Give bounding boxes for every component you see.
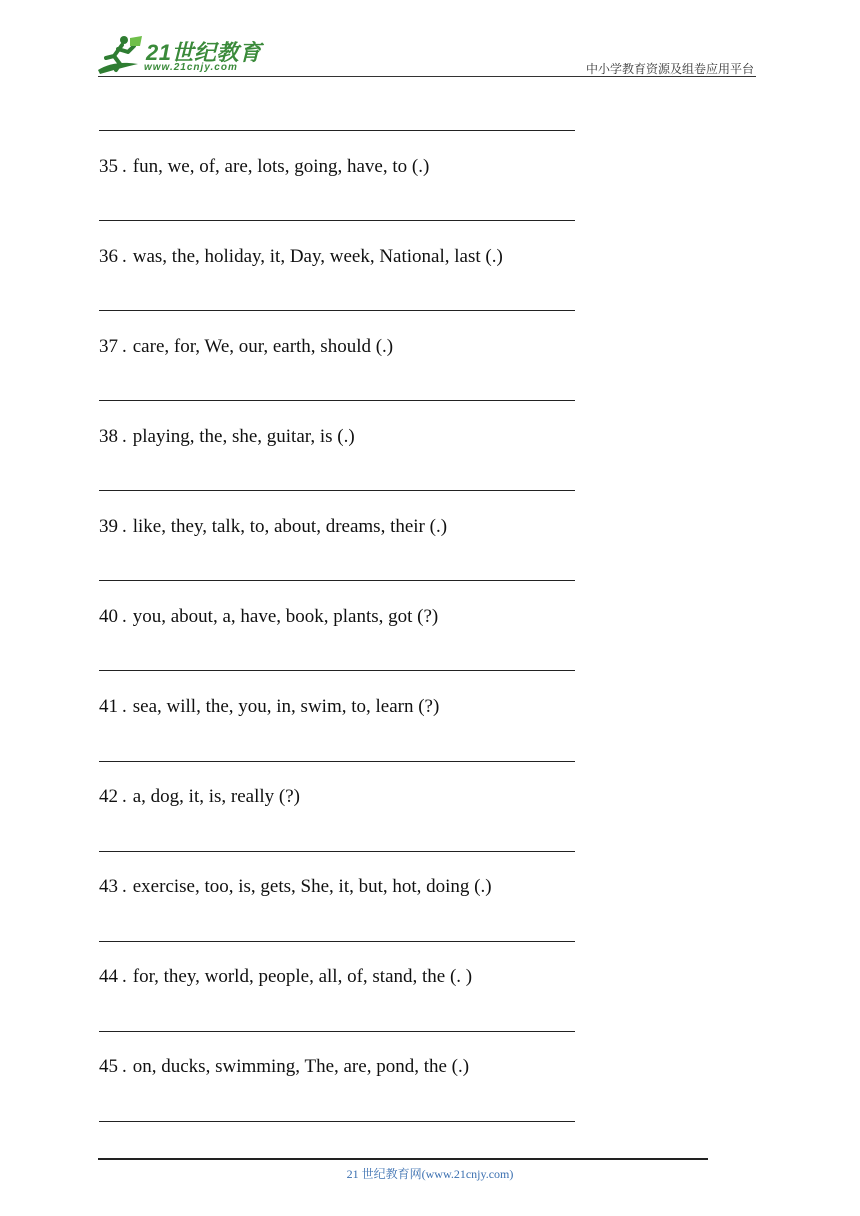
question-item <box>99 426 355 448</box>
answer-line[interactable] <box>99 1121 575 1122</box>
answer-line[interactable] <box>99 1031 575 1032</box>
header-divider <box>98 76 756 77</box>
answer-line[interactable] <box>99 130 575 131</box>
question-separator: . <box>122 336 127 357</box>
question-item <box>99 786 300 808</box>
question-item <box>99 696 439 718</box>
question-separator: . <box>122 876 127 897</box>
answer-line[interactable] <box>99 310 575 311</box>
question-item <box>99 156 429 178</box>
question-item <box>99 606 438 628</box>
logo-url: www.21cnjy.com <box>144 62 238 73</box>
question-separator: . <box>122 1056 127 1077</box>
answer-line[interactable] <box>99 220 575 221</box>
question-words: was, the, holiday, it, Day, week, National, last (.) <box>132 246 503 267</box>
question-words: fun, we, of, are, lots, going, have, to (.) <box>132 156 430 177</box>
question-item <box>99 876 492 898</box>
question-item <box>99 516 447 538</box>
answer-line[interactable] <box>99 761 575 762</box>
question-separator: . <box>122 966 127 987</box>
question-number: 45 <box>99 1056 118 1077</box>
runner-logo-icon <box>94 34 146 76</box>
question-words: on, ducks, swimming, The, are, pond, the (.) <box>132 1056 470 1077</box>
question-number: 43 <box>99 876 118 897</box>
question-item <box>99 246 503 268</box>
site-logo <box>94 34 264 76</box>
question-words: a, dog, it, is, really (?) <box>132 786 301 807</box>
question-separator: . <box>122 606 127 627</box>
question-number: 39 <box>99 516 118 537</box>
question-words: playing, the, she, guitar, is (.) <box>132 426 355 447</box>
question-words: you, about, a, have, book, plants, got (?) <box>132 606 439 627</box>
question-item <box>99 336 393 358</box>
question-separator: . <box>122 426 127 447</box>
question-words: like, they, talk, to, about, dreams, their (.) <box>132 516 448 537</box>
question-item <box>99 966 472 988</box>
question-number: 41 <box>99 696 118 717</box>
answer-line[interactable] <box>99 490 575 491</box>
question-separator: . <box>122 786 127 807</box>
question-number: 38 <box>99 426 118 447</box>
answer-line[interactable] <box>99 580 575 581</box>
question-separator: . <box>122 516 127 537</box>
question-number: 42 <box>99 786 118 807</box>
question-words: exercise, too, is, gets, She, it, but, hot, doing (.) <box>132 876 492 897</box>
question-item <box>99 1056 469 1078</box>
question-separator: . <box>122 156 127 177</box>
question-separator: . <box>122 696 127 717</box>
answer-line[interactable] <box>99 670 575 671</box>
platform-name: 中小学教育资源及组卷应用平台 <box>585 62 754 76</box>
question-number: 44 <box>99 966 118 987</box>
answer-line[interactable] <box>99 851 575 852</box>
question-separator: . <box>122 246 127 267</box>
question-number: 40 <box>99 606 118 627</box>
question-number: 36 <box>99 246 118 267</box>
question-words: care, for, We, our, earth, should (.) <box>132 336 394 357</box>
question-words: sea, will, the, you, in, swim, to, learn (?) <box>132 696 440 717</box>
footer-divider <box>98 1158 708 1160</box>
answer-line[interactable] <box>99 400 575 401</box>
logo-text: 21世纪教育 <box>146 40 262 65</box>
question-number: 37 <box>99 336 118 357</box>
footer-link[interactable]: 21 世纪教育网(www.21cnjy.com) <box>346 1167 514 1181</box>
answer-line[interactable] <box>99 941 575 942</box>
page-header <box>0 0 860 80</box>
question-words: for, they, world, people, all, of, stand, the (. ) <box>132 966 473 987</box>
question-number: 35 <box>99 156 118 177</box>
